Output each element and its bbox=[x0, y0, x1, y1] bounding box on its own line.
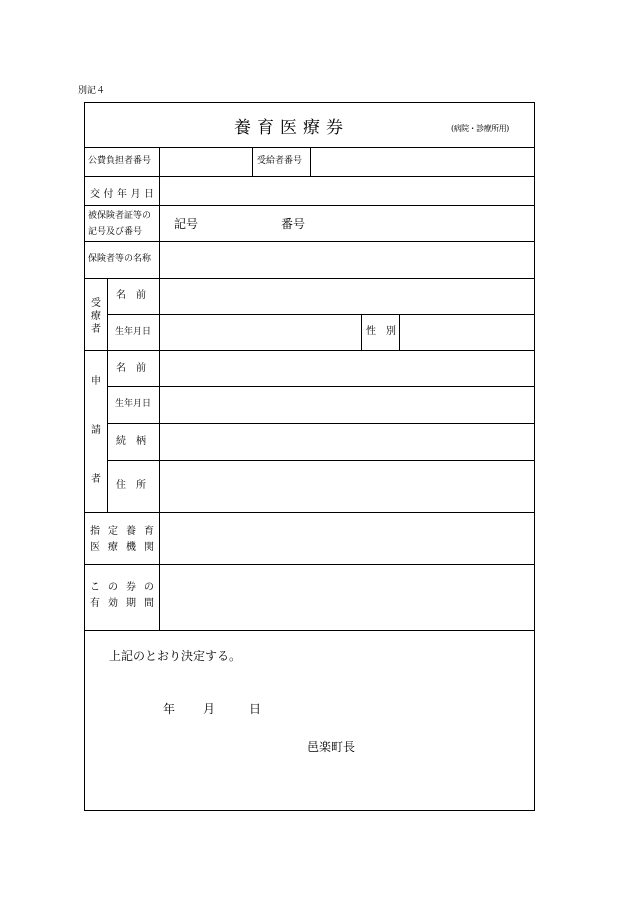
row-divider bbox=[85, 512, 534, 513]
decision-statement: 上記のとおり決定する。 bbox=[109, 649, 242, 663]
medical-ticket-form bbox=[84, 102, 535, 811]
form-reference-note: 別記４ bbox=[78, 86, 106, 96]
row-divider bbox=[85, 564, 534, 565]
row-divider bbox=[107, 386, 534, 387]
applicant-group-label-1: 申 bbox=[91, 376, 101, 387]
applicant-address-label: 住 所 bbox=[116, 480, 146, 491]
label-column-divider bbox=[159, 147, 160, 630]
row-divider bbox=[85, 205, 534, 206]
applicant-group-label-2: 請 bbox=[91, 425, 101, 436]
cell-divider bbox=[310, 147, 311, 176]
insurance-card-label-line2: 記号及び番号 bbox=[88, 227, 143, 237]
row-divider bbox=[85, 176, 534, 177]
date-year-label: 年 bbox=[163, 702, 176, 716]
form-title: 養育医療券 bbox=[234, 118, 349, 138]
date-month-label: 月 bbox=[203, 702, 216, 716]
cell-divider bbox=[361, 314, 362, 350]
recipient-group-label: 受 療 者 bbox=[91, 298, 101, 335]
institution-label-line2: 医 療 機 関 bbox=[90, 542, 154, 553]
recipient-name-label: 名 前 bbox=[116, 290, 146, 301]
applicant-name-label: 名 前 bbox=[116, 363, 146, 374]
recipient-number-label: 受給者番号 bbox=[257, 156, 303, 166]
issue-date-label: 交 付 年 月 日 bbox=[90, 189, 154, 200]
cell-divider bbox=[399, 314, 400, 350]
insurance-card-label-line1: 被保険者証等の bbox=[88, 211, 152, 221]
group-column-divider bbox=[107, 278, 108, 512]
row-divider bbox=[107, 460, 534, 461]
row-divider bbox=[85, 630, 534, 631]
row-divider bbox=[85, 241, 534, 242]
row-divider bbox=[85, 278, 534, 279]
applicant-relationship-label: 続 柄 bbox=[116, 436, 146, 447]
cell-divider bbox=[252, 147, 253, 176]
row-divider bbox=[107, 314, 534, 315]
number-label: 番号 bbox=[281, 217, 306, 231]
recipient-sex-label: 性 別 bbox=[366, 326, 396, 337]
institution-label-line1: 指 定 養 育 bbox=[90, 526, 154, 537]
insurer-name-label: 保険者等の名称 bbox=[88, 254, 152, 264]
validity-label-line2: 有 効 期 間 bbox=[90, 598, 154, 609]
applicant-group-label-3: 者 bbox=[91, 474, 101, 485]
burden-number-label: 公費負担者番号 bbox=[88, 156, 152, 166]
row-divider bbox=[85, 350, 534, 351]
validity-label-line1: こ の 券 の bbox=[90, 582, 154, 593]
symbol-label: 記号 bbox=[174, 217, 199, 231]
recipient-birthdate-label: 生年月日 bbox=[115, 327, 152, 337]
form-subtitle: (病院・診療所用) bbox=[451, 124, 509, 133]
mayor-signature-label: 邑楽町長 bbox=[307, 740, 356, 754]
row-divider bbox=[107, 423, 534, 424]
applicant-birthdate-label: 生年月日 bbox=[115, 399, 152, 409]
date-day-label: 日 bbox=[249, 702, 262, 716]
